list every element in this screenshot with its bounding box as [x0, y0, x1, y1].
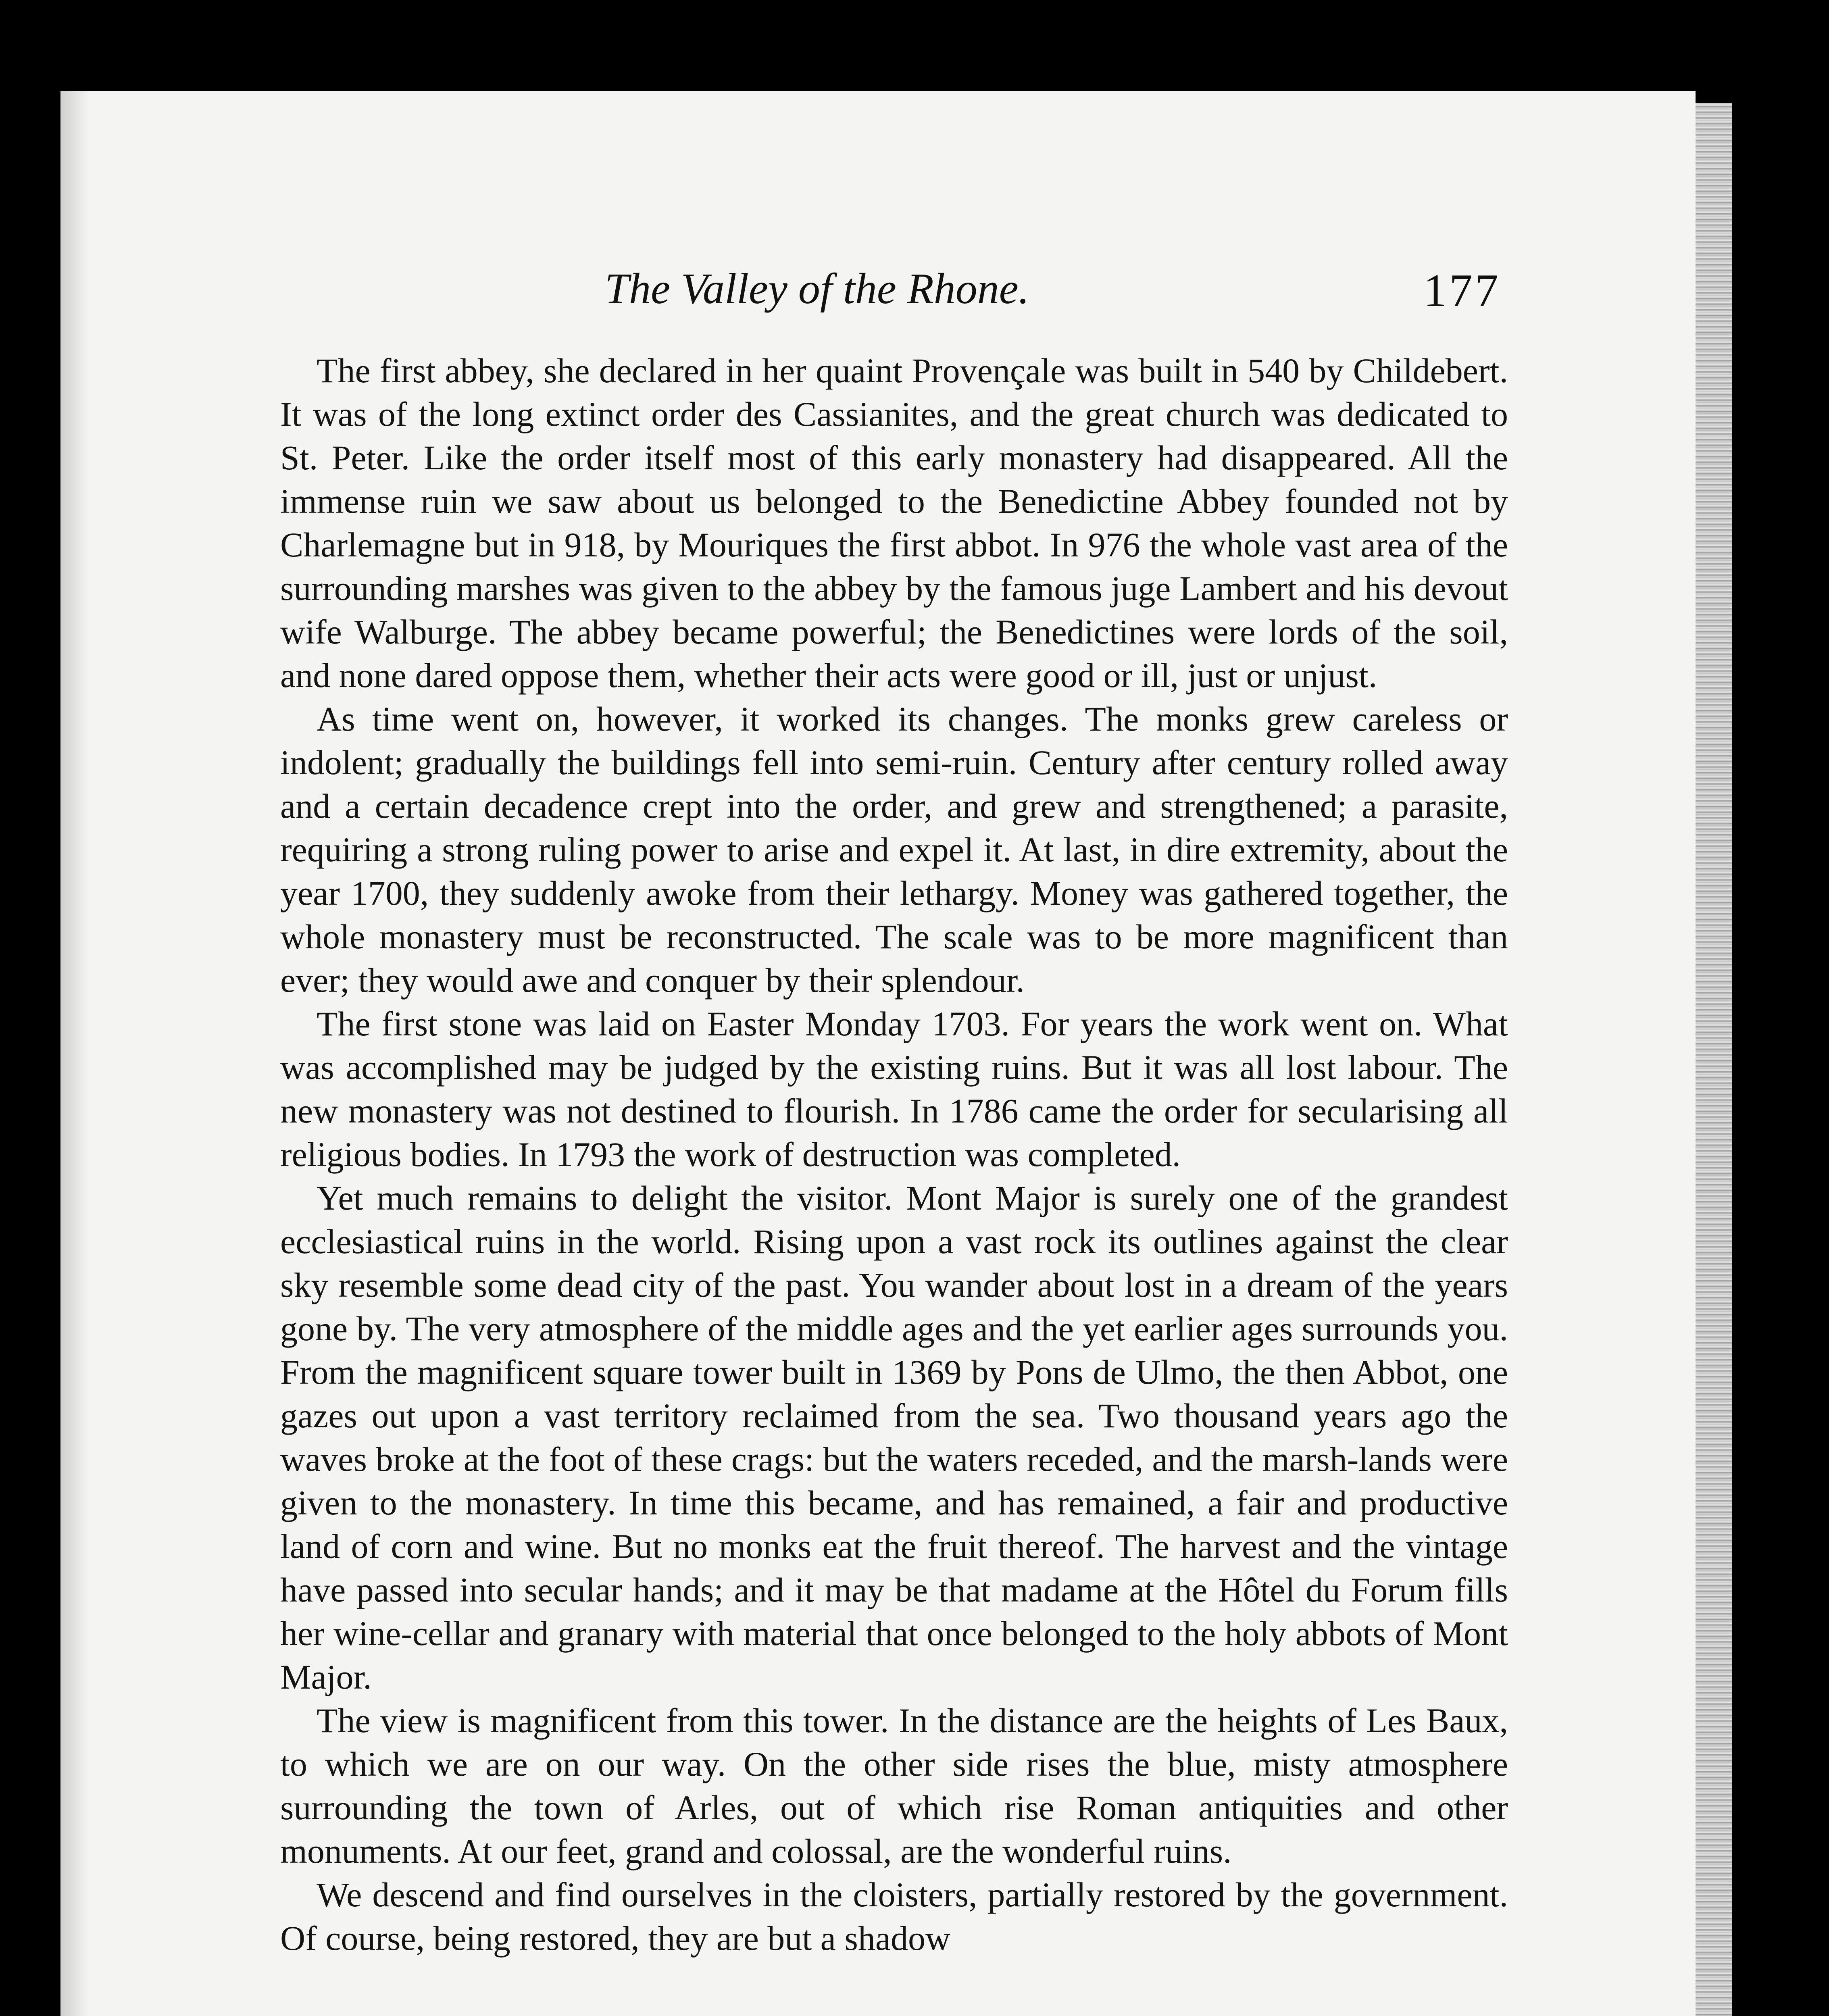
paragraph: The first stone was laid on Easter Monday 1703. For years the work went on. What was accomplished may be judged by the existing ruins. But it was all lost labour. The new monastery was not destined to flourish. In 1786 came the order for secularising all religious bodies. In 1793 the work of destruction was completed. — [280, 1004, 1508, 1174]
book-page — [60, 91, 1696, 2016]
paragraph: As time went on, however, it worked its changes. The monks grew careless or indolent; gradually the buildings fell into semi-ruin. Century after century rolled away and a certain decadence crept into the order, and grew and strengthened; a parasite, requiring a strong ruling power to arise and expel it. At last, in dire extremity, about the year 1700, they suddenly awoke from their lethargy. Money was gathered together, the whole monastery must be reconstructed. The scale was to be more magnificent than ever; they would awe and conquer by their splendour. — [280, 700, 1508, 1000]
paragraph: The view is magnificent from this tower. In the distance are the heights of Les Baux, to which we are on our way. On the other side rises the blue, misty atmosphere surrounding the town of Arles, out of which rise Roman antiquities and other monuments. At our feet, grand and colossal, are the wonderful ruins. — [280, 1701, 1508, 1870]
running-title: The Valley of the Rhone. — [605, 265, 1029, 313]
page-stack-edge — [1696, 103, 1732, 2016]
paragraph: Yet much remains to delight the visitor. Mont Major is surely one of the grandest ecclesiastical ruins in the world. Rising upon a vast rock its outlines against the clear sky resemble some dead city of the past. You wander about lost in a dream of the years gone by. The very atmosphere of the middle ages and the yet earlier ages surrounds you. From the magnificent square tower built in 1369 by Pons de Ulmo, the then Abbot, one gazes out upon a vast territory reclaimed from the sea. Two thousand years ago the waves broke at the foot of these crags: but the waters receded, and the marsh-lands were given to the monastery. In time this became, and has remained, a fair and productive land of corn and wine. But no monks eat the fruit thereof. The harvest and the vintage have passed into secular hands; and it may be that madame at the Hôtel du Forum fills her wine-cellar and granary with material that once belonged to the holy abbots of Mont Major. — [280, 1179, 1508, 1696]
body-text — [280, 349, 1508, 1960]
paragraph: The first abbey, she declared in her quaint Provençale was built in 540 by Childebert. It was of the long extinct order des Cassianites, and the great church was dedicated to St. Peter. Like the order itself most of this early monastery had disappeared. All the immense ruin we saw about us belonged to the Benedictine Abbey founded not by Charlemagne but in 918, by Mouriques the first abbot. In 976 the whole vast area of the surrounding marshes was given to the abbey by the famous juge Lambert and his devout wife Walburge. The abbey became powerful; the Benedictines were lords of the soil, and none dared oppose them, whether their acts were good or ill, just or unjust. — [280, 351, 1508, 695]
page-gutter-shadow — [60, 91, 89, 2016]
page-number: 177 — [1423, 265, 1501, 317]
running-head — [60, 264, 1696, 321]
paragraph: We descend and find ourselves in the cloisters, partially restored by the government. Of course, being restored, they are but a shadow — [280, 1875, 1508, 1958]
